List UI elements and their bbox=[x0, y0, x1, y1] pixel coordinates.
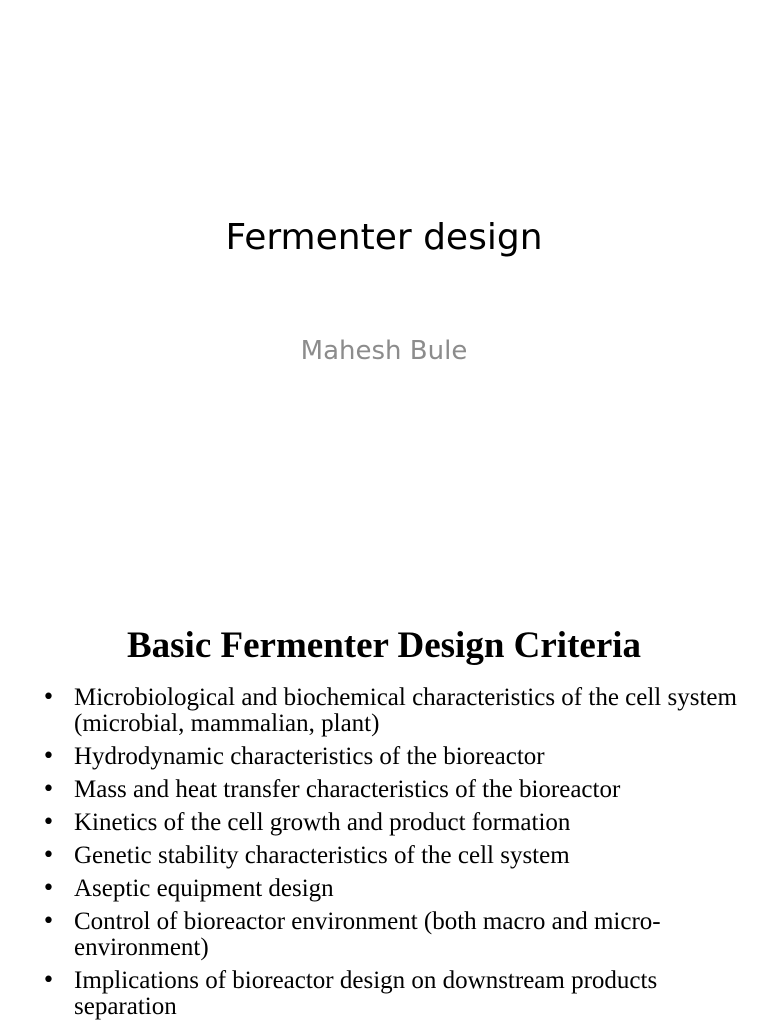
slide-title: Fermenter design bbox=[225, 217, 543, 258]
list-item-text: Microbiological and biochemical characteristics of the cell system (microbial, mammalian, plant) bbox=[74, 684, 737, 737]
criteria-title: Basic Fermenter Design Criteria bbox=[126, 625, 642, 666]
bullet-icon: • bbox=[42, 876, 55, 901]
list-item-text: Implications of bioreactor design on downstream products separation bbox=[74, 967, 658, 1020]
author-subtitle: Mahesh Bule bbox=[300, 336, 468, 366]
bullet-icon: • bbox=[42, 777, 55, 802]
list-item bbox=[40, 843, 740, 869]
list-item bbox=[40, 685, 740, 737]
list-item bbox=[40, 909, 740, 961]
list-item-text: Hydrodynamic characteristics of the bioreactor bbox=[74, 743, 545, 770]
bullet-icon: • bbox=[42, 909, 55, 934]
bullet-icon: • bbox=[42, 810, 55, 835]
list-item-text: Aseptic equipment design bbox=[74, 875, 334, 902]
criteria-list bbox=[40, 685, 740, 1024]
list-item bbox=[40, 777, 740, 803]
list-item-text: Control of bioreactor environment (both macro and micro-environment) bbox=[74, 908, 661, 961]
bullet-icon: • bbox=[42, 744, 55, 769]
list-item bbox=[40, 968, 740, 1020]
list-item-text: Genetic stability characteristics of the cell system bbox=[74, 842, 570, 869]
list-item-text: Mass and heat transfer characteristics of the bioreactor bbox=[74, 776, 621, 803]
list-item bbox=[40, 876, 740, 902]
list-item bbox=[40, 744, 740, 770]
list-item-text: Kinetics of the cell growth and product formation bbox=[74, 809, 571, 836]
bullet-icon: • bbox=[42, 685, 55, 710]
bullet-icon: • bbox=[42, 843, 55, 868]
list-item bbox=[40, 810, 740, 836]
criteria-slide bbox=[0, 576, 768, 1024]
bullet-icon: • bbox=[42, 968, 55, 993]
